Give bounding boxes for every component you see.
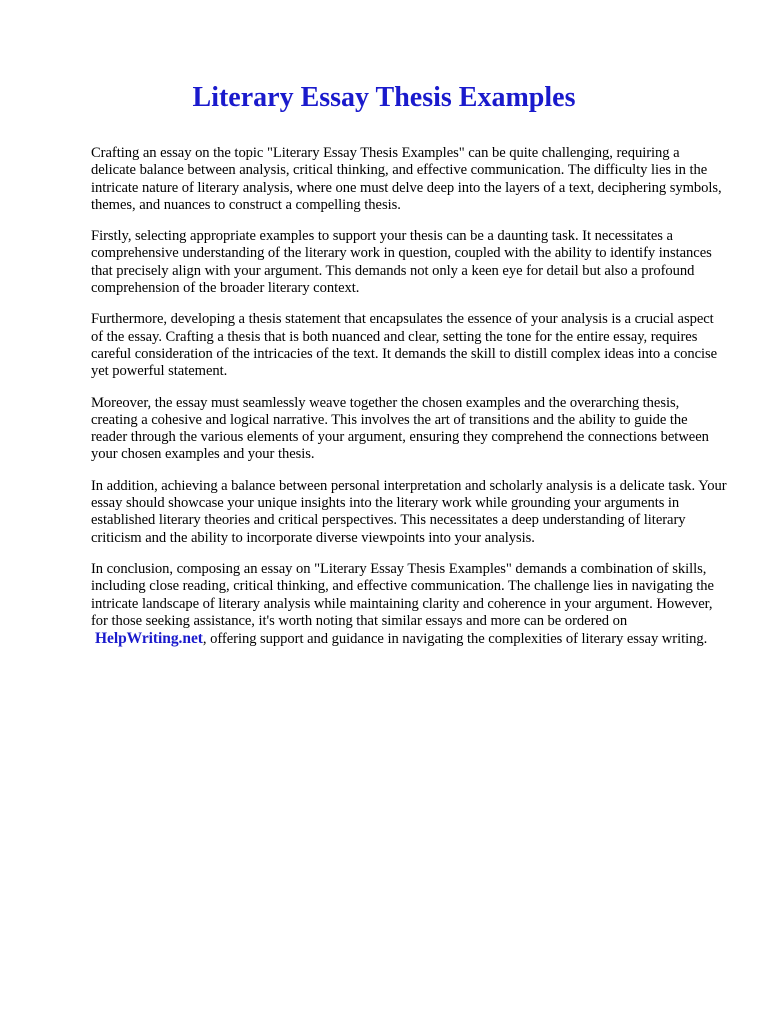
paragraph-conclusion — [91, 561, 727, 648]
paragraph-firstly: Firstly, selecting appropriate examples to support your thesis can be a daunting task. It necessitates a comprehensive understanding of the literary work in question, coupled with the ability to identify instances that precisely align with your argument. This demands not only a keen eye for detail but also a profound comprehension of the broader literary context. — [91, 228, 712, 297]
page-title: Literary Essay Thesis Examples — [192, 82, 576, 113]
helpwriting-link[interactable]: HelpWriting.net — [95, 630, 203, 648]
paragraph-intro: Crafting an essay on the topic "Literary Essay Thesis Examples" can be quite challenging, requiring a delicate balance between analysis, critical thinking, and effective communication. The difficulty lies in the intricate nature of literary analysis, where one must delve deep into the layers of a text, deciphering symbols, themes, and nuances to construct a compelling thesis. — [91, 145, 722, 213]
paragraph-moreover: Moreover, the essay must seamlessly weave together the chosen examples and the overarching thesis, creating a cohesive and logical narrative. This involves the art of transitions and the ability to guide the reader through the various elements of your argument, ensuring they comprehend the connections between your chosen examples and your thesis. — [91, 394, 709, 463]
paragraph-in-addition: In addition, achieving a balance between personal interpretation and scholarly analysis is a delicate task. Your essay should showcase your unique insights into the literary work while grounding your arguments in established literary theories and critical perspectives. This necessitates a deep understanding of literary criticism and the ability to incorporate diverse viewpoints into your analysis. — [91, 477, 727, 546]
conclusion-text-after-link: , offering support and guidance in navigating the complexities of literary essay writing. — [202, 631, 708, 648]
paragraph-furthermore: Furthermore, developing a thesis statement that encapsulates the essence of your analysis is a crucial aspect of the essay. Crafting a thesis that is both nuanced and clear, setting the tone for the entire essay, requires careful consideration of the intricacies of the text. It demands the skill to distill complex ideas into a concise yet powerful statement. — [91, 311, 718, 380]
conclusion-text-before-link: In conclusion, composing an essay on "Literary Essay Thesis Examples" demands a combination of skills, including close reading, critical thinking, and effective communication. The challenge lies in navigating the intricate landscape of literary analysis while maintaining clarity and coherence in your argument. However, for those seeking assistance, it's worth noting that similar essays and more can be ordered on — [91, 560, 714, 629]
document-body — [91, 145, 727, 662]
